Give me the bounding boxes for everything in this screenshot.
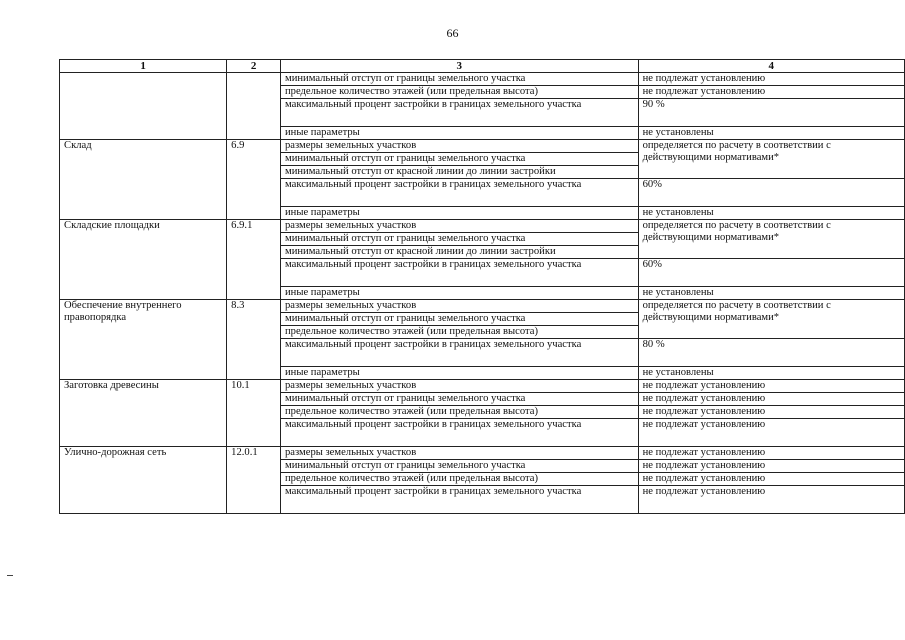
parameter-name: размеры земельных участков [281, 140, 639, 153]
column-header-2: 2 [227, 60, 281, 73]
parameter-name: максимальный процент застройки в границах земельного участка [281, 259, 639, 287]
margin-mark [7, 575, 13, 576]
page-number: 66 [446, 26, 459, 40]
use-type-code: 12.0.1 [227, 447, 281, 514]
table-header-row [60, 60, 905, 73]
table-row [60, 300, 905, 313]
table-row [60, 73, 905, 86]
parameter-value: не подлежат установлению [638, 380, 904, 393]
parameter-value: 60% [638, 179, 904, 207]
parameter-name: предельное количество этажей (или предельная высота) [281, 86, 639, 99]
use-type-name [60, 73, 227, 140]
parameter-name: минимальный отступ от границы земельного участка [281, 73, 639, 86]
use-type-code: 6.9.1 [227, 220, 281, 300]
use-type-name: Обеспечение внутреннего правопорядка [60, 300, 227, 380]
use-type-code: 6.9 [227, 140, 281, 220]
parameter-name: минимальный отступ от границы земельного участка [281, 233, 639, 246]
column-header-4: 4 [638, 60, 904, 73]
use-type-code: 10.1 [227, 380, 281, 447]
parameter-value: не подлежат установлению [638, 447, 904, 460]
parameter-name: предельное количество этажей (или предельная высота) [281, 326, 639, 339]
parameter-name: размеры земельных участков [281, 220, 639, 233]
table-row [60, 140, 905, 153]
parameter-name: минимальный отступ от границы земельного участка [281, 393, 639, 406]
parameter-name: максимальный процент застройки в границах земельного участка [281, 179, 639, 207]
parameter-name: максимальный процент застройки в границах земельного участка [281, 339, 639, 367]
parameter-value: 60% [638, 259, 904, 287]
parameter-name: максимальный процент застройки в границах земельного участка [281, 99, 639, 127]
parameter-value: не подлежат установлению [638, 406, 904, 419]
parameter-value: не установлены [638, 367, 904, 380]
parameter-name: минимальный отступ от красной линии до линии застройки [281, 246, 639, 259]
parameter-name: максимальный процент застройки в границах земельного участка [281, 419, 639, 447]
use-type-name: Заготовка древесины [60, 380, 227, 447]
table-row [60, 447, 905, 460]
column-header-1: 1 [60, 60, 227, 73]
parameter-name: иные параметры [281, 367, 639, 380]
use-type-code: 8.3 [227, 300, 281, 380]
table-row [60, 220, 905, 233]
use-type-name: Улично-дорожная сеть [60, 447, 227, 514]
parameter-name: минимальный отступ от границы земельного участка [281, 460, 639, 473]
parameter-name: размеры земельных участков [281, 380, 639, 393]
parameter-value: не установлены [638, 127, 904, 140]
parameter-value: не установлены [638, 207, 904, 220]
parameter-value: определяется по расчету в соответствии с действующими нормативами* [638, 220, 904, 259]
use-type-name: Склад [60, 140, 227, 220]
parameter-value: определяется по расчету в соответствии с действующими нормативами* [638, 300, 904, 339]
parameter-value: не подлежат установлению [638, 393, 904, 406]
parameter-name: предельное количество этажей (или предельная высота) [281, 473, 639, 486]
parameter-value: не установлены [638, 287, 904, 300]
parameter-value: не подлежат установлению [638, 460, 904, 473]
column-header-3: 3 [281, 60, 639, 73]
use-type-name: Складские площадки [60, 220, 227, 300]
parameter-value: не подлежат установлению [638, 86, 904, 99]
parameter-name: размеры земельных участков [281, 300, 639, 313]
table-row [60, 380, 905, 393]
parameter-name: иные параметры [281, 207, 639, 220]
parameter-name: минимальный отступ от границы земельного участка [281, 313, 639, 326]
parameter-name: размеры земельных участков [281, 447, 639, 460]
parameter-name: минимальный отступ от границы земельного участка [281, 153, 639, 166]
parameter-name: минимальный отступ от красной линии до линии застройки [281, 166, 639, 179]
parameter-name: иные параметры [281, 287, 639, 300]
parameter-name: максимальный процент застройки в границах земельного участка [281, 486, 639, 514]
parameter-value: определяется по расчету в соответствии с действующими нормативами* [638, 140, 904, 179]
parameter-value: не подлежат установлению [638, 486, 904, 514]
parameter-value: не подлежат установлению [638, 73, 904, 86]
use-type-code [227, 73, 281, 140]
parameter-value: 80 % [638, 339, 904, 367]
parameter-value: 90 % [638, 99, 904, 127]
parameter-name: иные параметры [281, 127, 639, 140]
land-use-parameters-table [59, 59, 905, 514]
parameter-value: не подлежат установлению [638, 419, 904, 447]
parameter-name: предельное количество этажей (или предельная высота) [281, 406, 639, 419]
parameter-value: не подлежат установлению [638, 473, 904, 486]
